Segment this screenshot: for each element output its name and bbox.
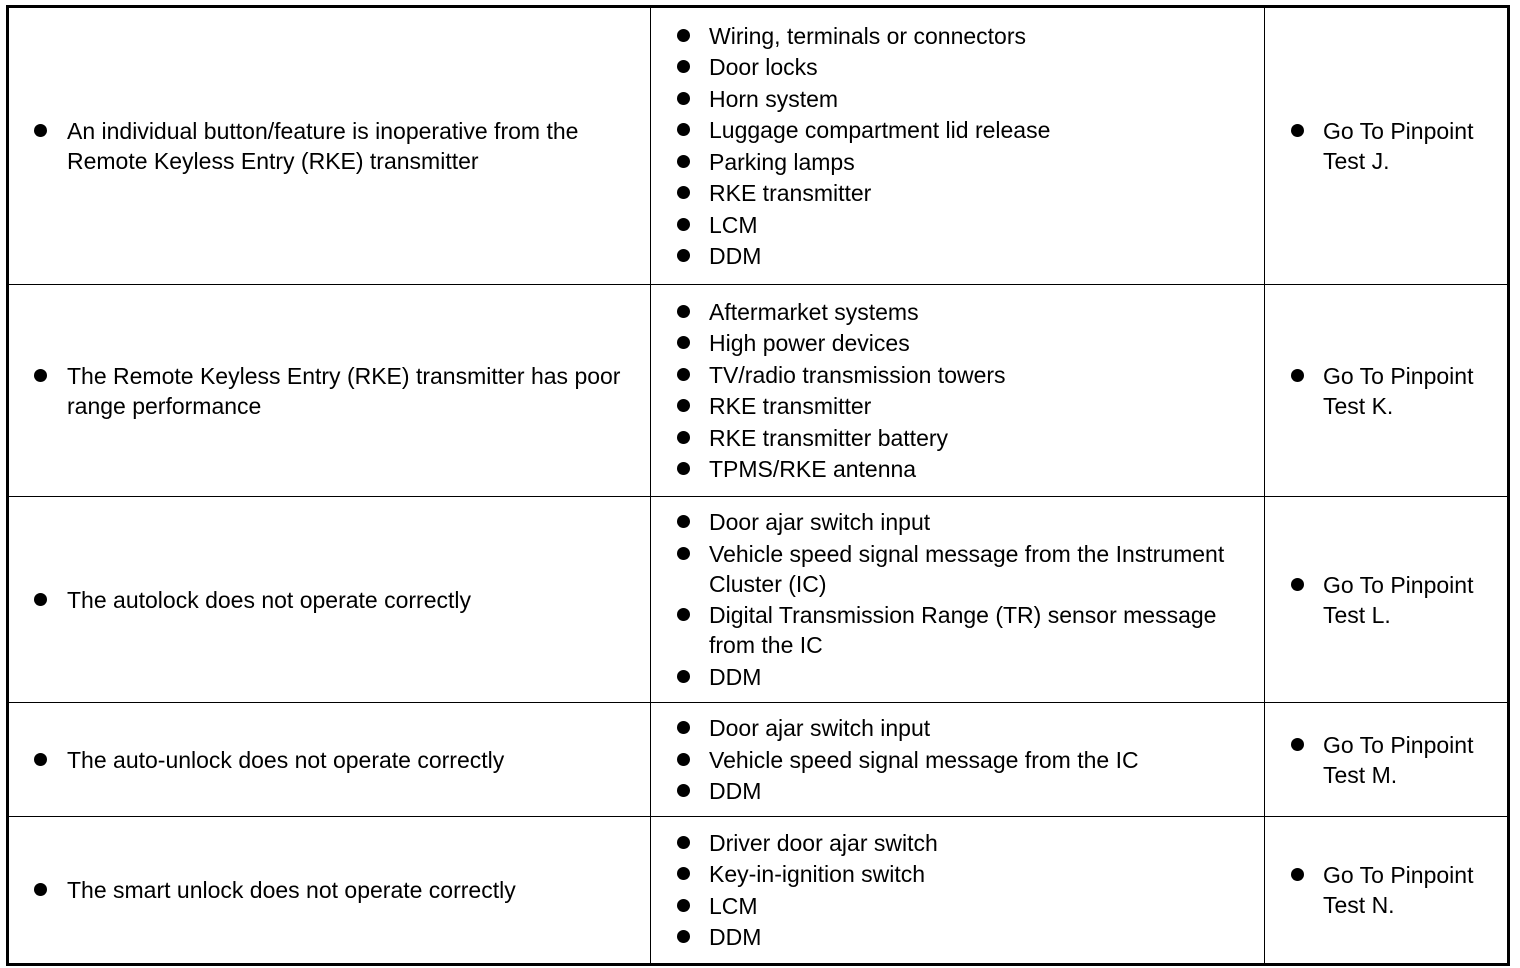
- bullet-icon: [677, 547, 690, 560]
- action-item: [1323, 570, 1497, 630]
- bullet-icon: [34, 369, 47, 382]
- sources-cell: [651, 497, 1265, 703]
- bullet-icon: [677, 305, 690, 318]
- condition-item: [67, 116, 632, 176]
- bullet-icon: [677, 670, 690, 683]
- bullet-icon: [677, 399, 690, 412]
- condition-text: An individual button/feature is inoperative from the Remote Keyless Entry (RKE) transmitter: [67, 118, 579, 174]
- bullet-icon: [677, 92, 690, 105]
- source-item: [709, 84, 1246, 114]
- action-text: Go To Pinpoint Test K.: [1323, 362, 1474, 419]
- bullet-icon: [677, 899, 690, 912]
- action-cell: [1265, 817, 1509, 965]
- bullet-icon: [1291, 738, 1304, 751]
- bullet-icon: [677, 930, 690, 943]
- bullet-icon: [34, 883, 47, 896]
- source-item: [709, 662, 1246, 692]
- bullet-icon: [34, 124, 47, 137]
- bullet-icon: [677, 60, 690, 73]
- bullet-icon: [677, 721, 690, 734]
- bullet-icon: [677, 123, 690, 136]
- source-item: [709, 745, 1246, 775]
- bullet-icon: [677, 836, 690, 849]
- source-item: [709, 147, 1246, 177]
- source-text: Horn system: [709, 85, 839, 112]
- source-text: LCM: [709, 211, 758, 238]
- source-text: Driver door ajar switch: [709, 829, 938, 856]
- source-item: [709, 891, 1246, 921]
- action-text: Go To Pinpoint Test J.: [1323, 118, 1474, 174]
- bullet-icon: [677, 753, 690, 766]
- bullet-icon: [677, 867, 690, 880]
- source-item: [709, 360, 1246, 390]
- action-cell: [1265, 497, 1509, 703]
- action-cell: [1265, 285, 1509, 497]
- bullet-icon: [677, 186, 690, 199]
- source-item: [709, 713, 1246, 743]
- source-text: Wiring, terminals or connectors: [709, 22, 1026, 49]
- source-text: Aftermarket systems: [709, 298, 919, 325]
- source-item: [709, 423, 1246, 453]
- bullet-icon: [1291, 578, 1304, 591]
- source-text: TV/radio transmission towers: [709, 361, 1006, 388]
- bullet-icon: [677, 368, 690, 381]
- bullet-icon: [677, 155, 690, 168]
- bullet-icon: [1291, 369, 1304, 382]
- source-text: Parking lamps: [709, 148, 855, 175]
- source-item: [709, 828, 1246, 858]
- bullet-icon: [1291, 868, 1304, 881]
- sources-cell: [651, 817, 1265, 965]
- source-item: [709, 454, 1246, 484]
- bullet-icon: [677, 29, 690, 42]
- source-text: Door locks: [709, 54, 818, 81]
- table-row: [8, 817, 1509, 965]
- action-item: [1323, 860, 1497, 920]
- source-text: TPMS/RKE antenna: [709, 456, 917, 483]
- source-item: [709, 507, 1246, 537]
- condition-item: [67, 585, 632, 615]
- table-row: [8, 497, 1509, 703]
- sources-cell: [651, 7, 1265, 285]
- action-text: Go To Pinpoint Test L.: [1323, 571, 1474, 628]
- table-row: [8, 285, 1509, 497]
- bullet-icon: [677, 608, 690, 621]
- source-text: Door ajar switch input: [709, 509, 931, 536]
- condition-cell: [8, 497, 651, 703]
- bullet-icon: [677, 515, 690, 528]
- source-text: Door ajar switch input: [709, 715, 931, 741]
- table-row: [8, 703, 1509, 817]
- action-item: [1323, 361, 1497, 421]
- source-text: LCM: [709, 892, 758, 919]
- table-row: [8, 7, 1509, 285]
- bullet-icon: [677, 249, 690, 262]
- bullet-icon: [34, 593, 47, 606]
- condition-cell: [8, 703, 651, 817]
- source-text: RKE transmitter: [709, 393, 872, 420]
- condition-text: The Remote Keyless Entry (RKE) transmitter has poor range performance: [67, 362, 621, 419]
- source-item: [709, 922, 1246, 952]
- condition-text: The autolock does not operate correctly: [67, 586, 472, 613]
- source-item: [709, 241, 1246, 271]
- sources-cell: [651, 285, 1265, 497]
- source-text: Luggage compartment lid release: [709, 117, 1051, 144]
- source-item: [709, 600, 1246, 660]
- condition-item: [67, 745, 632, 775]
- source-text: RKE transmitter battery: [709, 424, 949, 451]
- action-item: [1323, 730, 1497, 790]
- source-text: DDM: [709, 243, 762, 270]
- bullet-icon: [34, 753, 47, 766]
- condition-item: [67, 875, 632, 905]
- source-item: [709, 391, 1246, 421]
- source-item: [709, 115, 1246, 145]
- source-item: [709, 859, 1246, 889]
- bullet-icon: [677, 784, 690, 797]
- condition-text: The smart unlock does not operate correctly: [67, 877, 516, 903]
- bullet-icon: [677, 462, 690, 475]
- source-item: [709, 539, 1246, 599]
- source-text: Key-in-ignition switch: [709, 861, 926, 888]
- source-text: Vehicle speed signal message from the Instrument Cluster (IC): [709, 540, 1225, 597]
- diagnosis-table: [6, 5, 1510, 966]
- sources-cell: [651, 703, 1265, 817]
- source-text: Vehicle speed signal message from the IC: [709, 746, 1139, 773]
- action-text: Go To Pinpoint Test N.: [1323, 862, 1474, 918]
- action-cell: [1265, 703, 1509, 817]
- source-item: [709, 328, 1246, 358]
- condition-cell: [8, 285, 651, 497]
- condition-cell: [8, 817, 651, 965]
- source-text: RKE transmitter: [709, 180, 872, 207]
- condition-item: [67, 361, 632, 421]
- condition-text: The auto-unlock does not operate correctly: [67, 746, 505, 773]
- source-item: [709, 21, 1246, 51]
- source-item: [709, 297, 1246, 327]
- source-item: [709, 210, 1246, 240]
- source-item: [709, 52, 1246, 82]
- bullet-icon: [677, 336, 690, 349]
- bullet-icon: [1291, 124, 1304, 137]
- action-item: [1323, 116, 1497, 176]
- bullet-icon: [677, 431, 690, 444]
- source-text: High power devices: [709, 330, 910, 357]
- source-item: [709, 776, 1246, 806]
- source-text: DDM: [709, 663, 762, 690]
- bullet-icon: [677, 218, 690, 231]
- action-text: Go To Pinpoint Test M.: [1323, 731, 1474, 788]
- source-item: [709, 178, 1246, 208]
- source-text: Digital Transmission Range (TR) sensor message from the IC: [709, 602, 1217, 659]
- source-text: DDM: [709, 924, 762, 951]
- action-cell: [1265, 7, 1509, 285]
- condition-cell: [8, 7, 651, 285]
- source-text: DDM: [709, 778, 762, 804]
